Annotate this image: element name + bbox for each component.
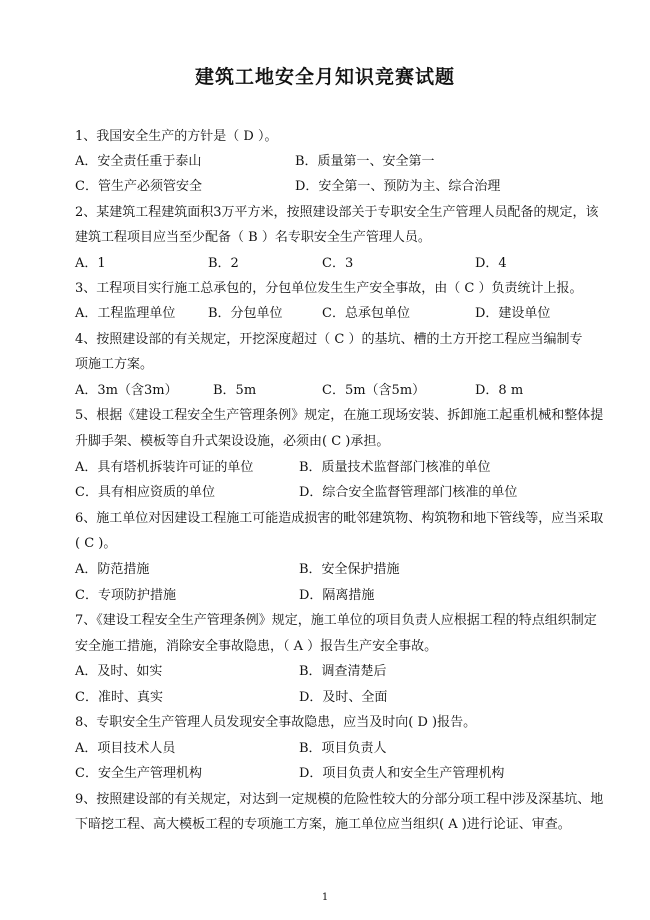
question-4-option-b: B．5m [213, 383, 257, 398]
question-1-option-d: D．安全第一、预防为主、综合治理 [295, 179, 501, 194]
question-6-text-line-2: ( C )。 [75, 536, 117, 551]
question-5-text-line-2: 升脚手架、模板等自升式架设设施，必须由( C )承担。 [75, 434, 390, 449]
question-7-text-line-2: 安全施工措施，消除安全事故隐患，（ A ）报告生产安全事故。 [75, 639, 438, 654]
question-2-text-line-2: 建筑工程项目应当至少配备（ B ）名专职安全生产管理人员。 [75, 230, 431, 245]
question-3-option-d: D．建设单位 [475, 306, 551, 321]
question-6-option-b: B．安全保护措施 [299, 562, 400, 577]
page-title: 建筑工地安全月知识竞赛试题 [194, 66, 455, 88]
question-6-text-line-1: 6、施工单位对因建设工程施工可能造成损害的毗邻建筑物、构筑物和地下管线等，应当采取 [75, 511, 604, 526]
question-6-option-c: C．专项防护措施 [75, 588, 176, 603]
question-6-option-a: A．防范措施 [75, 562, 150, 577]
question-2-text-line-1: 2、某建筑工程建筑面积3万平方米，按照建设部关于专职安全生产管理人员配备的规定，该 [75, 205, 599, 220]
question-1-option-a: A．安全责任重于泰山 [75, 154, 202, 169]
question-5-option-c: C．具有相应资质的单位 [75, 485, 215, 500]
question-2-option-b: B．2 [208, 256, 239, 271]
question-3-option-a: A．工程监理单位 [75, 306, 176, 321]
question-6-option-d: D．隔离措施 [299, 588, 375, 603]
question-3-text: 3、工程项目实行施工总承包的，分包单位发生生产安全事故，由（ C ）负责统计上报。 [75, 281, 583, 296]
question-8-option-a: A．项目技术人员 [75, 741, 176, 756]
question-5-option-d: D．综合安全监督管理部门核准的单位 [299, 485, 518, 500]
question-5-option-b: B．质量技术监督部门核准的单位 [299, 460, 491, 475]
question-7-option-c: C．准时、真实 [75, 690, 163, 705]
question-1-text: 1、我国安全生产的方针是（ D ）。 [75, 129, 278, 144]
question-3-option-c: C．总承包单位 [322, 306, 410, 321]
question-7-option-b: B．调查清楚后 [299, 664, 387, 679]
question-7-option-a: A．及时、如实 [75, 664, 163, 679]
question-4-text-line-2: 项施工方案。 [75, 357, 154, 372]
question-2-option-a: A．1 [75, 256, 106, 271]
question-8-text: 8、专职安全生产管理人员发现安全事故隐患，应当及时向( D )报告。 [75, 715, 477, 730]
question-4-option-d: D．8 m [475, 383, 524, 398]
question-8-option-d: D．项目负责人和安全生产管理机构 [299, 766, 505, 781]
page-number: 1 [321, 892, 329, 903]
question-1-option-b: B．质量第一、安全第一 [295, 154, 435, 169]
question-2-option-d: D．4 [475, 256, 507, 271]
question-7-option-d: D．及时、全面 [299, 690, 388, 705]
question-9-text-line-2: 下暗挖工程、高大模板工程的专项施工方案，施工单位应当组织( A )进行论证、审查。 [75, 817, 571, 832]
question-1-option-c: C．管生产必须管安全 [75, 179, 202, 194]
question-4-option-c: C．5m（含5m） [322, 383, 426, 398]
question-5-option-a: A．具有塔机拆装许可证的单位 [75, 460, 254, 475]
question-5-text-line-1: 5、根据《建设工程安全生产管理条例》规定，在施工现场安装、拆卸施工起重机械和整体提 [75, 408, 604, 423]
question-2-option-c: C．3 [322, 256, 354, 271]
question-4-text-line-1: 4、按照建设部的有关规定，开挖深度超过（ C ）的基坑、槽的土方开挖工程应当编制专 [75, 332, 583, 347]
question-3-option-b: B．分包单位 [208, 306, 283, 321]
question-8-option-c: C．安全生产管理机构 [75, 766, 202, 781]
question-7-text-line-1: 7、《建设工程安全生产管理条例》规定，施工单位的项目负责人应根据工程的特点组织制定 [75, 613, 597, 628]
question-4-option-a: A．3m（含3m） [75, 383, 178, 398]
question-8-option-b: B．项目负责人 [299, 741, 387, 756]
question-9-text-line-1: 9、按照建设部的有关规定，对达到一定规模的危险性较大的分部分项工程中涉及深基坑、地 [75, 792, 604, 807]
